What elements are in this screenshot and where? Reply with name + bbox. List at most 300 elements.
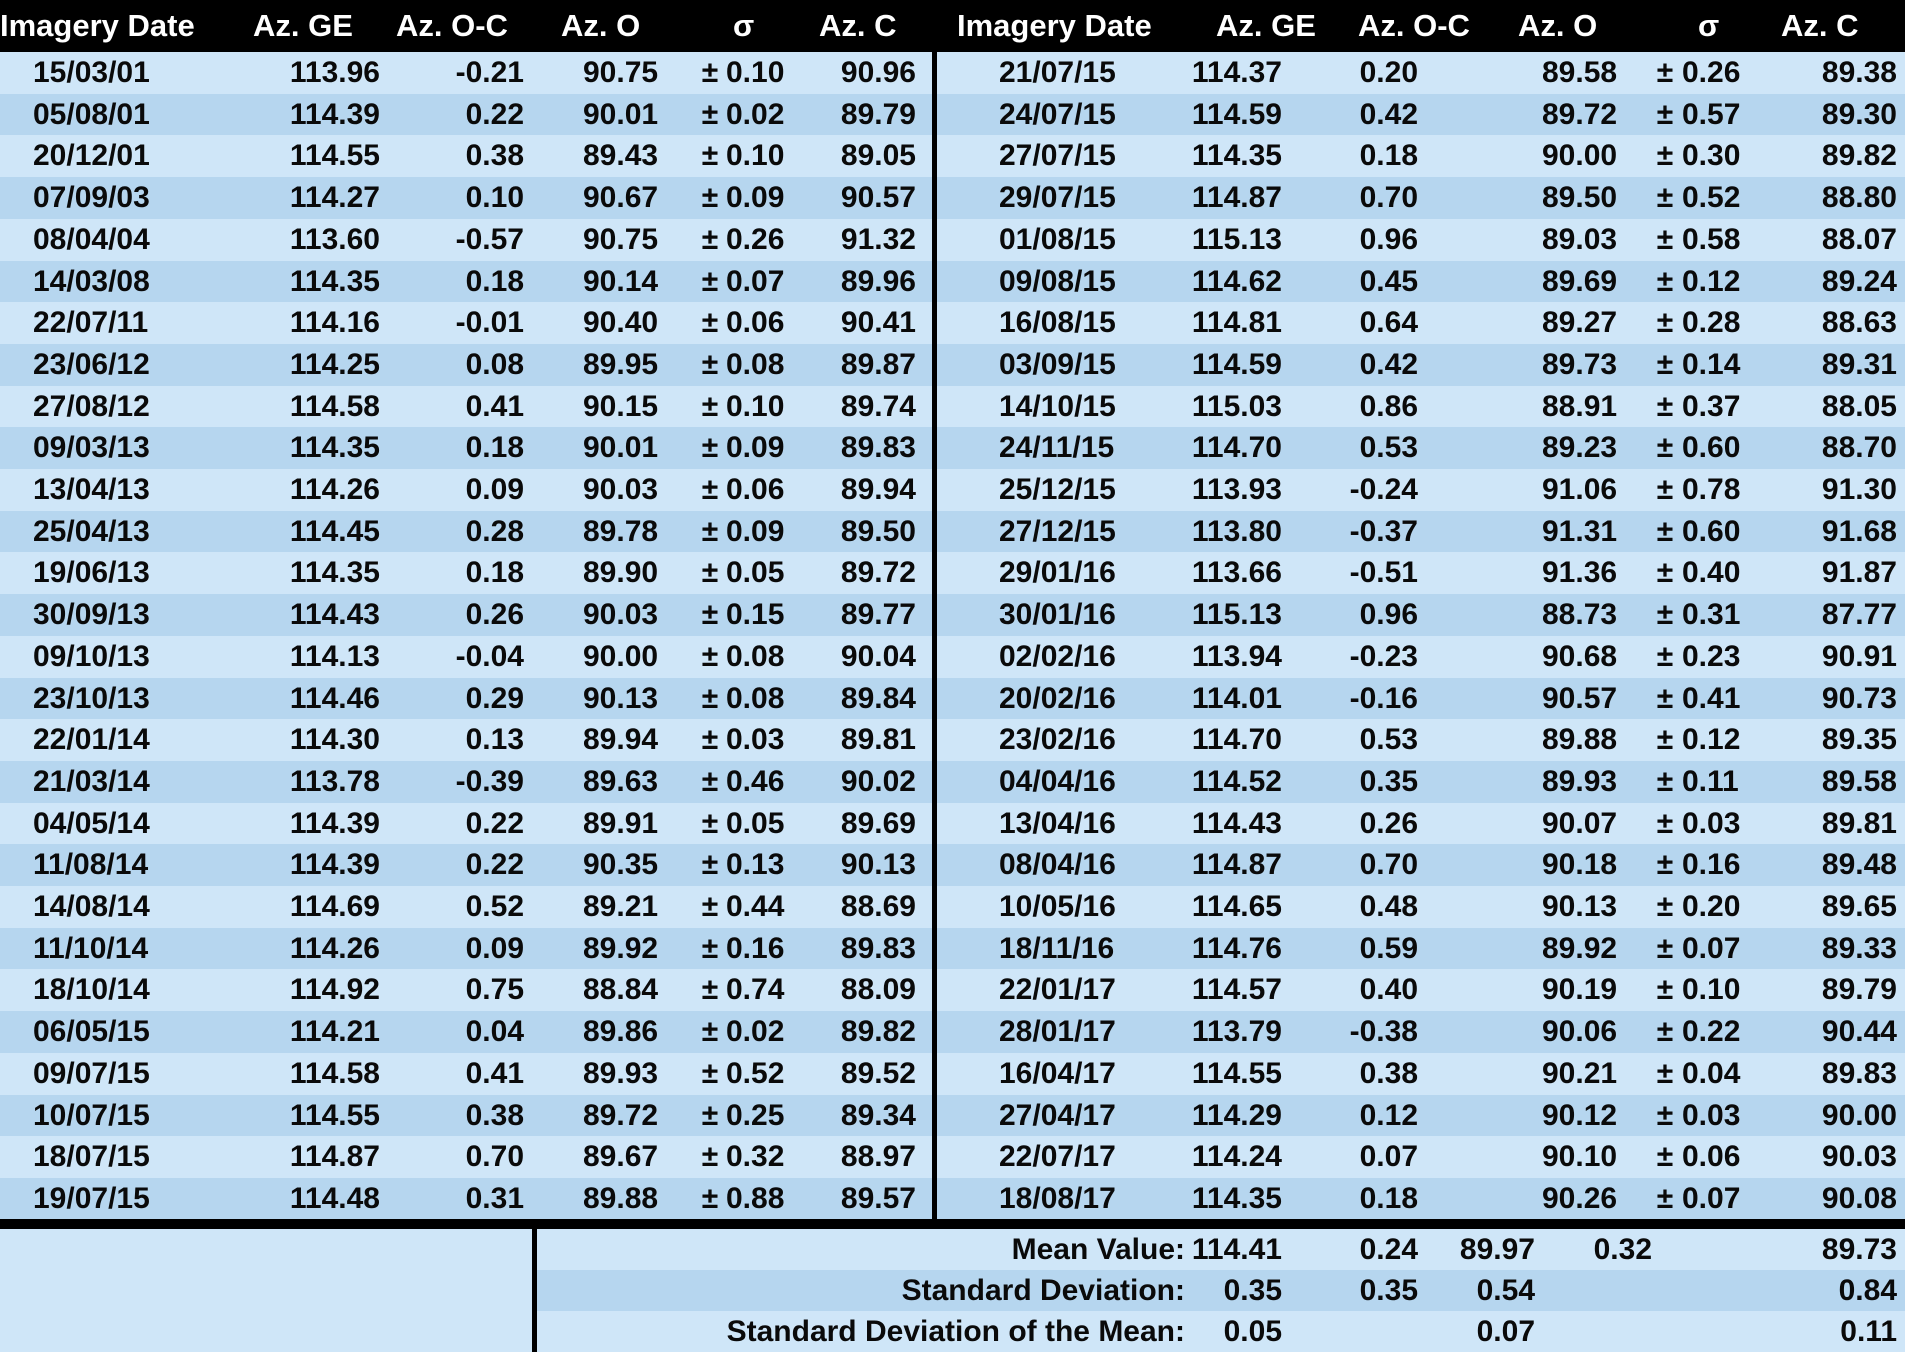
imagery-date-cell: 18/07/15 <box>33 1140 150 1174</box>
imagery-date-cell: 14/08/14 <box>33 890 150 923</box>
az-ge-cell: 114.35 <box>289 556 380 590</box>
az-c-cell: 90.03 <box>1821 1140 1897 1174</box>
az-o-cell: 90.75 <box>583 56 659 89</box>
az-oc-cell: 0.41 <box>465 389 524 423</box>
az-o-cell: 90.18 <box>1542 848 1618 882</box>
plus-minus-sign: ± <box>701 1181 719 1215</box>
summary-label: Standard Deviation of the Mean: <box>726 1315 1185 1348</box>
plus-minus-sign: ± <box>701 639 719 673</box>
right-data-block <box>937 52 1905 1219</box>
plus-minus-sign: ± <box>701 931 719 965</box>
az-o-cell: 90.19 <box>1542 973 1618 1007</box>
az-ge-cell: 114.57 <box>1191 973 1282 1007</box>
imagery-date-cell: 30/01/16 <box>999 598 1116 632</box>
az-c-cell: 89.31 <box>1821 347 1897 381</box>
az-o-cell: 89.69 <box>1542 264 1618 298</box>
table-row <box>0 219 932 261</box>
az-c-cell: 90.08 <box>1821 1181 1897 1215</box>
az-ge-cell: 114.58 <box>289 1056 380 1090</box>
sigma-cell: 0.03 <box>726 723 785 757</box>
az-oc-cell: 0.64 <box>1359 306 1418 340</box>
plus-minus-sign: ± <box>701 139 719 173</box>
az-ge-cell: 114.24 <box>1191 1140 1282 1174</box>
table-row <box>937 678 1905 720</box>
table-row <box>937 302 1905 344</box>
az-o-cell: 88.91 <box>1542 389 1618 423</box>
imagery-date-cell: 29/01/16 <box>999 556 1116 590</box>
az-c-cell: 89.58 <box>1821 764 1897 798</box>
sigma-cell: 0.58 <box>1682 222 1741 256</box>
az-c-cell: 89.96 <box>840 264 916 298</box>
table-row <box>937 1178 1905 1220</box>
az-ge-cell: 113.96 <box>289 56 380 89</box>
sigma-cell: 0.37 <box>1682 389 1741 423</box>
imagery-date-cell: 21/03/14 <box>33 764 150 798</box>
az-oc-cell: 0.07 <box>1359 1140 1418 1174</box>
sigma-cell: 0.74 <box>726 973 785 1007</box>
az-ge-cell: 115.13 <box>1191 222 1282 256</box>
az-oc-cell: 0.28 <box>465 514 524 548</box>
az-ge-cell: 114.59 <box>1191 97 1282 131</box>
sigma-cell: 0.44 <box>726 890 785 923</box>
az-oc-cell: 0.40 <box>1359 973 1418 1007</box>
az-o-cell: 89.91 <box>583 806 659 840</box>
plus-minus-sign: ± <box>701 389 719 423</box>
plus-minus-sign: ± <box>1656 514 1674 548</box>
imagery-date-cell: 18/11/16 <box>999 931 1115 965</box>
sigma-cell: 0.07 <box>1682 1181 1741 1215</box>
az-oc-cell: 0.52 <box>465 890 524 923</box>
sigma-cell: 0.07 <box>1682 931 1741 965</box>
sigma-cell: 0.10 <box>726 56 785 89</box>
plus-minus-sign: ± <box>1656 139 1674 173</box>
az-c-cell: 89.34 <box>840 1098 916 1132</box>
table-row <box>0 761 932 803</box>
summary-row-std-dev-mean <box>537 1311 1905 1352</box>
imagery-date-cell: 24/11/15 <box>999 431 1115 465</box>
az-ge-cell: 113.80 <box>1191 514 1282 548</box>
az-o-cell: 89.94 <box>583 723 659 757</box>
az-ge-cell: 114.45 <box>289 514 380 548</box>
plus-minus-sign: ± <box>1656 389 1674 423</box>
az-c-cell: 88.07 <box>1821 222 1897 256</box>
az-ge-cell: 114.46 <box>289 681 380 715</box>
imagery-date-cell: 27/12/15 <box>999 514 1116 548</box>
az-ge-cell: 114.70 <box>1191 723 1282 757</box>
az-c-cell: 89.74 <box>840 389 916 423</box>
plus-minus-sign: ± <box>701 347 719 381</box>
az-oc-cell: -0.21 <box>455 56 524 89</box>
az-o-cell: 91.36 <box>1542 556 1618 590</box>
plus-minus-sign: ± <box>701 1140 719 1174</box>
left-data-block <box>0 52 932 1219</box>
table-row <box>0 636 932 678</box>
header-az-c-left: Az. C <box>819 8 897 43</box>
plus-minus-sign: ± <box>701 56 719 89</box>
az-oc-cell: 0.10 <box>465 181 524 215</box>
az-ge-cell: 114.65 <box>1191 890 1282 923</box>
az-c-cell: 89.69 <box>840 806 916 840</box>
az-o-cell: 90.26 <box>1542 1181 1618 1215</box>
table-row <box>0 969 932 1011</box>
sigma-cell: 0.09 <box>726 514 785 548</box>
az-oc-cell: -0.01 <box>455 306 524 340</box>
plus-minus-sign: ± <box>701 598 719 632</box>
az-ge-cell: 114.39 <box>289 97 380 131</box>
az-oc-cell: 0.42 <box>1359 97 1418 131</box>
az-c-cell: 89.48 <box>1821 848 1897 882</box>
az-oc-cell: 0.09 <box>465 931 524 965</box>
az-o-cell: 89.58 <box>1542 56 1618 89</box>
az-o-cell: 90.03 <box>583 598 659 632</box>
sigma-cell: 0.52 <box>726 1056 785 1090</box>
az-oc-cell: 0.13 <box>465 723 524 757</box>
table-row <box>0 803 932 845</box>
table-row <box>937 928 1905 970</box>
az-c-cell: 87.77 <box>1821 598 1897 632</box>
az-c-cell: 88.63 <box>1821 306 1897 340</box>
az-ge-cell: 113.66 <box>1191 556 1282 590</box>
az-ge-cell: 114.16 <box>289 306 380 340</box>
az-oc-cell: -0.51 <box>1349 556 1418 590</box>
az-o-cell: 89.03 <box>1542 222 1618 256</box>
sigma-cell: 0.26 <box>1682 56 1741 89</box>
az-oc-cell: 0.20 <box>1359 56 1418 89</box>
az-ge-cell: 114.26 <box>289 931 380 965</box>
table-row <box>0 511 932 553</box>
sigma-cell: 0.26 <box>726 222 785 256</box>
az-o-cell: 90.57 <box>1542 681 1618 715</box>
sigma-cell: 0.08 <box>726 639 785 673</box>
az-oc-cell: 0.70 <box>1359 848 1418 882</box>
imagery-date-cell: 04/04/16 <box>999 764 1116 798</box>
imagery-date-cell: 27/08/12 <box>33 389 150 423</box>
imagery-date-cell: 08/04/16 <box>999 848 1116 882</box>
az-o-cell: 89.86 <box>583 1015 659 1049</box>
az-c-cell: 90.91 <box>1821 639 1897 673</box>
imagery-date-cell: 08/04/04 <box>33 222 150 256</box>
az-ge-cell: 114.48 <box>289 1181 380 1215</box>
az-ge-cell: 114.27 <box>289 181 380 215</box>
table-row <box>0 844 932 886</box>
az-o-cell: 89.63 <box>583 764 659 798</box>
az-ge-cell: 114.01 <box>1191 681 1282 715</box>
imagery-date-cell: 09/03/13 <box>33 431 150 465</box>
az-o-cell: 89.23 <box>1542 431 1618 465</box>
az-oc-cell: 0.35 <box>1359 764 1418 798</box>
imagery-date-cell: 02/02/16 <box>999 639 1116 673</box>
imagery-date-cell: 03/09/15 <box>999 347 1116 381</box>
plus-minus-sign: ± <box>1656 264 1674 298</box>
imagery-date-cell: 28/01/17 <box>999 1015 1116 1049</box>
sigma-cell: 0.14 <box>1682 347 1741 381</box>
plus-minus-sign: ± <box>1656 973 1674 1007</box>
imagery-date-cell: 05/08/01 <box>33 97 150 131</box>
table-row <box>937 511 1905 553</box>
imagery-date-cell: 14/03/08 <box>33 264 150 298</box>
az-o-cell: 90.14 <box>583 264 659 298</box>
plus-minus-sign: ± <box>1656 1140 1674 1174</box>
az-oc-cell: 0.38 <box>465 139 524 173</box>
az-oc-cell: 0.18 <box>465 264 524 298</box>
az-oc-cell: 0.53 <box>1359 431 1418 465</box>
imagery-date-cell: 21/07/15 <box>999 56 1116 89</box>
az-c-cell: 89.65 <box>1821 890 1897 923</box>
az-o-cell: 90.13 <box>1542 890 1618 923</box>
az-oc-cell: 0.38 <box>465 1098 524 1132</box>
az-o-cell: 90.15 <box>583 389 659 423</box>
imagery-date-cell: 18/08/17 <box>999 1181 1116 1215</box>
az-ge-cell: 113.93 <box>1191 473 1282 506</box>
summary-az-oc: 0.35 <box>1359 1274 1418 1307</box>
az-o-cell: 88.73 <box>1542 598 1618 632</box>
az-oc-cell: 0.22 <box>465 848 524 882</box>
az-oc-cell: 0.70 <box>465 1140 524 1174</box>
summary-sigma: 0.32 <box>1593 1233 1652 1266</box>
sigma-cell: 0.16 <box>1682 848 1741 882</box>
az-o-cell: 91.06 <box>1542 473 1618 506</box>
sigma-cell: 0.31 <box>1682 598 1741 632</box>
az-ge-cell: 114.35 <box>1191 1181 1282 1215</box>
az-c-cell: 90.04 <box>840 639 916 673</box>
imagery-date-cell: 30/09/13 <box>33 598 150 632</box>
table-row <box>937 1136 1905 1178</box>
az-ge-cell: 114.25 <box>289 347 380 381</box>
sigma-cell: 0.02 <box>726 97 785 131</box>
az-c-cell: 89.79 <box>840 97 916 131</box>
az-o-cell: 89.92 <box>1542 931 1618 965</box>
table-row <box>937 219 1905 261</box>
plus-minus-sign: ± <box>1656 473 1674 506</box>
plus-minus-sign: ± <box>1656 431 1674 465</box>
imagery-date-cell: 23/10/13 <box>33 681 150 715</box>
plus-minus-sign: ± <box>1656 806 1674 840</box>
az-c-cell: 88.80 <box>1821 181 1897 215</box>
az-c-cell: 89.33 <box>1821 931 1897 965</box>
az-ge-cell: 114.37 <box>1191 56 1282 89</box>
sigma-cell: 0.10 <box>726 139 785 173</box>
imagery-date-cell: 22/01/14 <box>33 723 150 757</box>
table-row <box>0 928 932 970</box>
az-oc-cell: 0.18 <box>465 556 524 590</box>
sigma-cell: 0.32 <box>726 1140 785 1174</box>
az-o-cell: 89.78 <box>583 514 659 548</box>
sigma-cell: 0.60 <box>1682 514 1741 548</box>
table-row <box>937 552 1905 594</box>
az-ge-cell: 114.62 <box>1191 264 1282 298</box>
plus-minus-sign: ± <box>701 514 719 548</box>
header-az-oc-right: Az. O-C <box>1358 8 1470 43</box>
imagery-date-cell: 16/08/15 <box>999 306 1116 340</box>
az-o-cell: 90.75 <box>583 222 659 256</box>
az-ge-cell: 115.03 <box>1191 389 1282 423</box>
az-c-cell: 89.94 <box>840 473 916 506</box>
az-oc-cell: 0.12 <box>1359 1098 1418 1132</box>
az-oc-cell: -0.04 <box>455 639 524 673</box>
table-row <box>937 386 1905 428</box>
table-row <box>0 678 932 720</box>
az-o-cell: 90.13 <box>583 681 659 715</box>
header-az-o-left: Az. O <box>561 8 641 43</box>
az-c-cell: 89.83 <box>840 431 916 465</box>
az-ge-cell: 114.26 <box>289 473 380 506</box>
plus-minus-sign: ± <box>1656 556 1674 590</box>
summary-az-oc: 0.24 <box>1359 1233 1418 1266</box>
sigma-cell: 0.09 <box>726 181 785 215</box>
imagery-date-cell: 11/08/14 <box>33 848 149 882</box>
az-ge-cell: 114.87 <box>1191 181 1282 215</box>
az-o-cell: 90.35 <box>583 848 659 882</box>
imagery-date-cell: 20/02/16 <box>999 681 1116 715</box>
summary-az-o: 0.54 <box>1476 1274 1535 1307</box>
az-oc-cell: 0.08 <box>465 347 524 381</box>
az-oc-cell: 0.53 <box>1359 723 1418 757</box>
imagery-date-cell: 10/07/15 <box>33 1098 150 1132</box>
az-oc-cell: 0.31 <box>465 1181 524 1215</box>
imagery-date-cell: 10/05/16 <box>999 890 1116 923</box>
sigma-cell: 0.11 <box>1682 764 1739 798</box>
az-c-cell: 89.35 <box>1821 723 1897 757</box>
az-ge-cell: 114.30 <box>289 723 380 757</box>
imagery-date-cell: 27/07/15 <box>999 139 1116 173</box>
az-c-cell: 89.77 <box>840 598 916 632</box>
az-ge-cell: 114.55 <box>289 139 380 173</box>
az-c-cell: 89.24 <box>1821 264 1897 298</box>
az-o-cell: 89.50 <box>1542 181 1618 215</box>
az-oc-cell: -0.57 <box>455 222 524 256</box>
az-ge-cell: 114.43 <box>289 598 380 632</box>
table-row <box>937 261 1905 303</box>
sigma-cell: 0.07 <box>726 264 785 298</box>
sigma-cell: 0.16 <box>726 931 785 965</box>
az-ge-cell: 114.81 <box>1191 306 1282 340</box>
table-row <box>937 1095 1905 1137</box>
summary-az-o: 0.07 <box>1476 1315 1535 1348</box>
plus-minus-sign: ± <box>701 97 719 131</box>
az-oc-cell: 0.29 <box>465 681 524 715</box>
sigma-cell: 0.20 <box>1682 890 1741 923</box>
table-row <box>937 803 1905 845</box>
az-ge-cell: 114.21 <box>289 1015 380 1049</box>
imagery-date-cell: 20/12/01 <box>33 139 150 173</box>
az-oc-cell: 0.26 <box>465 598 524 632</box>
az-o-cell: 89.90 <box>583 556 659 590</box>
plus-minus-sign: ± <box>701 473 719 506</box>
imagery-date-cell: 16/04/17 <box>999 1056 1116 1090</box>
az-o-cell: 89.88 <box>583 1181 659 1215</box>
table-row <box>0 302 932 344</box>
az-c-cell: 88.97 <box>840 1140 916 1174</box>
summary-az-o: 89.97 <box>1459 1233 1535 1266</box>
table-row <box>0 94 932 136</box>
az-c-cell: 91.87 <box>1821 556 1897 590</box>
az-c-cell: 89.81 <box>840 723 916 757</box>
az-ge-cell: 114.35 <box>289 431 380 465</box>
az-o-cell: 90.21 <box>1542 1056 1618 1090</box>
table-row <box>937 469 1905 511</box>
az-c-cell: 88.09 <box>840 973 916 1007</box>
az-c-cell: 90.13 <box>840 848 916 882</box>
az-ge-cell: 113.94 <box>1191 639 1282 673</box>
az-o-cell: 90.67 <box>583 181 659 215</box>
az-o-cell: 89.27 <box>1542 306 1618 340</box>
summary-block <box>537 1229 1905 1352</box>
sigma-cell: 0.12 <box>1682 264 1741 298</box>
az-oc-cell: -0.39 <box>455 764 524 798</box>
sigma-cell: 0.03 <box>1682 806 1741 840</box>
table-row <box>0 552 932 594</box>
plus-minus-sign: ± <box>701 264 719 298</box>
plus-minus-sign: ± <box>1656 723 1674 757</box>
az-o-cell: 90.06 <box>1542 1015 1618 1049</box>
plus-minus-sign: ± <box>701 1098 719 1132</box>
summary-az-c: 0.11 <box>1840 1315 1897 1348</box>
sigma-cell: 0.12 <box>1682 723 1741 757</box>
table-row <box>0 52 932 94</box>
sigma-cell: 0.52 <box>1682 181 1741 215</box>
table-row <box>937 135 1905 177</box>
az-ge-cell: 114.52 <box>1191 764 1282 798</box>
table-header <box>0 0 1905 52</box>
plus-minus-sign: ± <box>1656 764 1674 798</box>
imagery-date-cell: 04/05/14 <box>33 806 150 840</box>
imagery-date-cell: 11/10/14 <box>33 931 149 965</box>
sigma-cell: 0.88 <box>726 1181 785 1215</box>
az-o-cell: 89.43 <box>583 139 659 173</box>
header-az-c-right: Az. C <box>1781 8 1859 43</box>
az-oc-cell: -0.38 <box>1349 1015 1418 1049</box>
imagery-date-cell: 19/06/13 <box>33 556 150 590</box>
az-oc-cell: 0.96 <box>1359 222 1418 256</box>
table-row <box>937 1011 1905 1053</box>
az-ge-cell: 114.35 <box>289 264 380 298</box>
plus-minus-sign: ± <box>1656 56 1674 89</box>
az-oc-cell: 0.59 <box>1359 931 1418 965</box>
sigma-cell: 0.03 <box>1682 1098 1741 1132</box>
az-o-cell: 90.01 <box>583 431 659 465</box>
table-row <box>0 1095 932 1137</box>
az-oc-cell: 0.96 <box>1359 598 1418 632</box>
az-c-cell: 89.84 <box>840 681 916 715</box>
plus-minus-sign: ± <box>1656 1015 1674 1049</box>
table-row <box>0 1053 932 1095</box>
sigma-cell: 0.06 <box>726 473 785 506</box>
az-c-cell: 90.73 <box>1821 681 1897 715</box>
summary-divider <box>0 1219 1905 1229</box>
sigma-cell: 0.09 <box>726 431 785 465</box>
imagery-date-cell: 19/07/15 <box>33 1181 150 1215</box>
az-c-cell: 89.79 <box>1821 973 1897 1007</box>
table-row <box>0 719 932 761</box>
plus-minus-sign: ± <box>701 806 719 840</box>
az-oc-cell: 0.18 <box>465 431 524 465</box>
sigma-cell: 0.22 <box>1682 1015 1741 1049</box>
summary-az-ge: 0.35 <box>1223 1274 1282 1307</box>
table-row <box>937 94 1905 136</box>
sigma-cell: 0.28 <box>1682 306 1741 340</box>
plus-minus-sign: ± <box>701 222 719 256</box>
imagery-date-cell: 24/07/15 <box>999 97 1116 131</box>
table-row <box>937 719 1905 761</box>
table-row <box>0 1178 932 1220</box>
summary-row-mean <box>537 1229 1905 1270</box>
imagery-date-cell: 22/01/17 <box>999 973 1116 1007</box>
table-row <box>937 761 1905 803</box>
az-ge-cell: 114.55 <box>1191 1056 1282 1090</box>
table-row <box>937 427 1905 469</box>
az-ge-cell: 113.79 <box>1191 1015 1282 1049</box>
table-row <box>937 969 1905 1011</box>
